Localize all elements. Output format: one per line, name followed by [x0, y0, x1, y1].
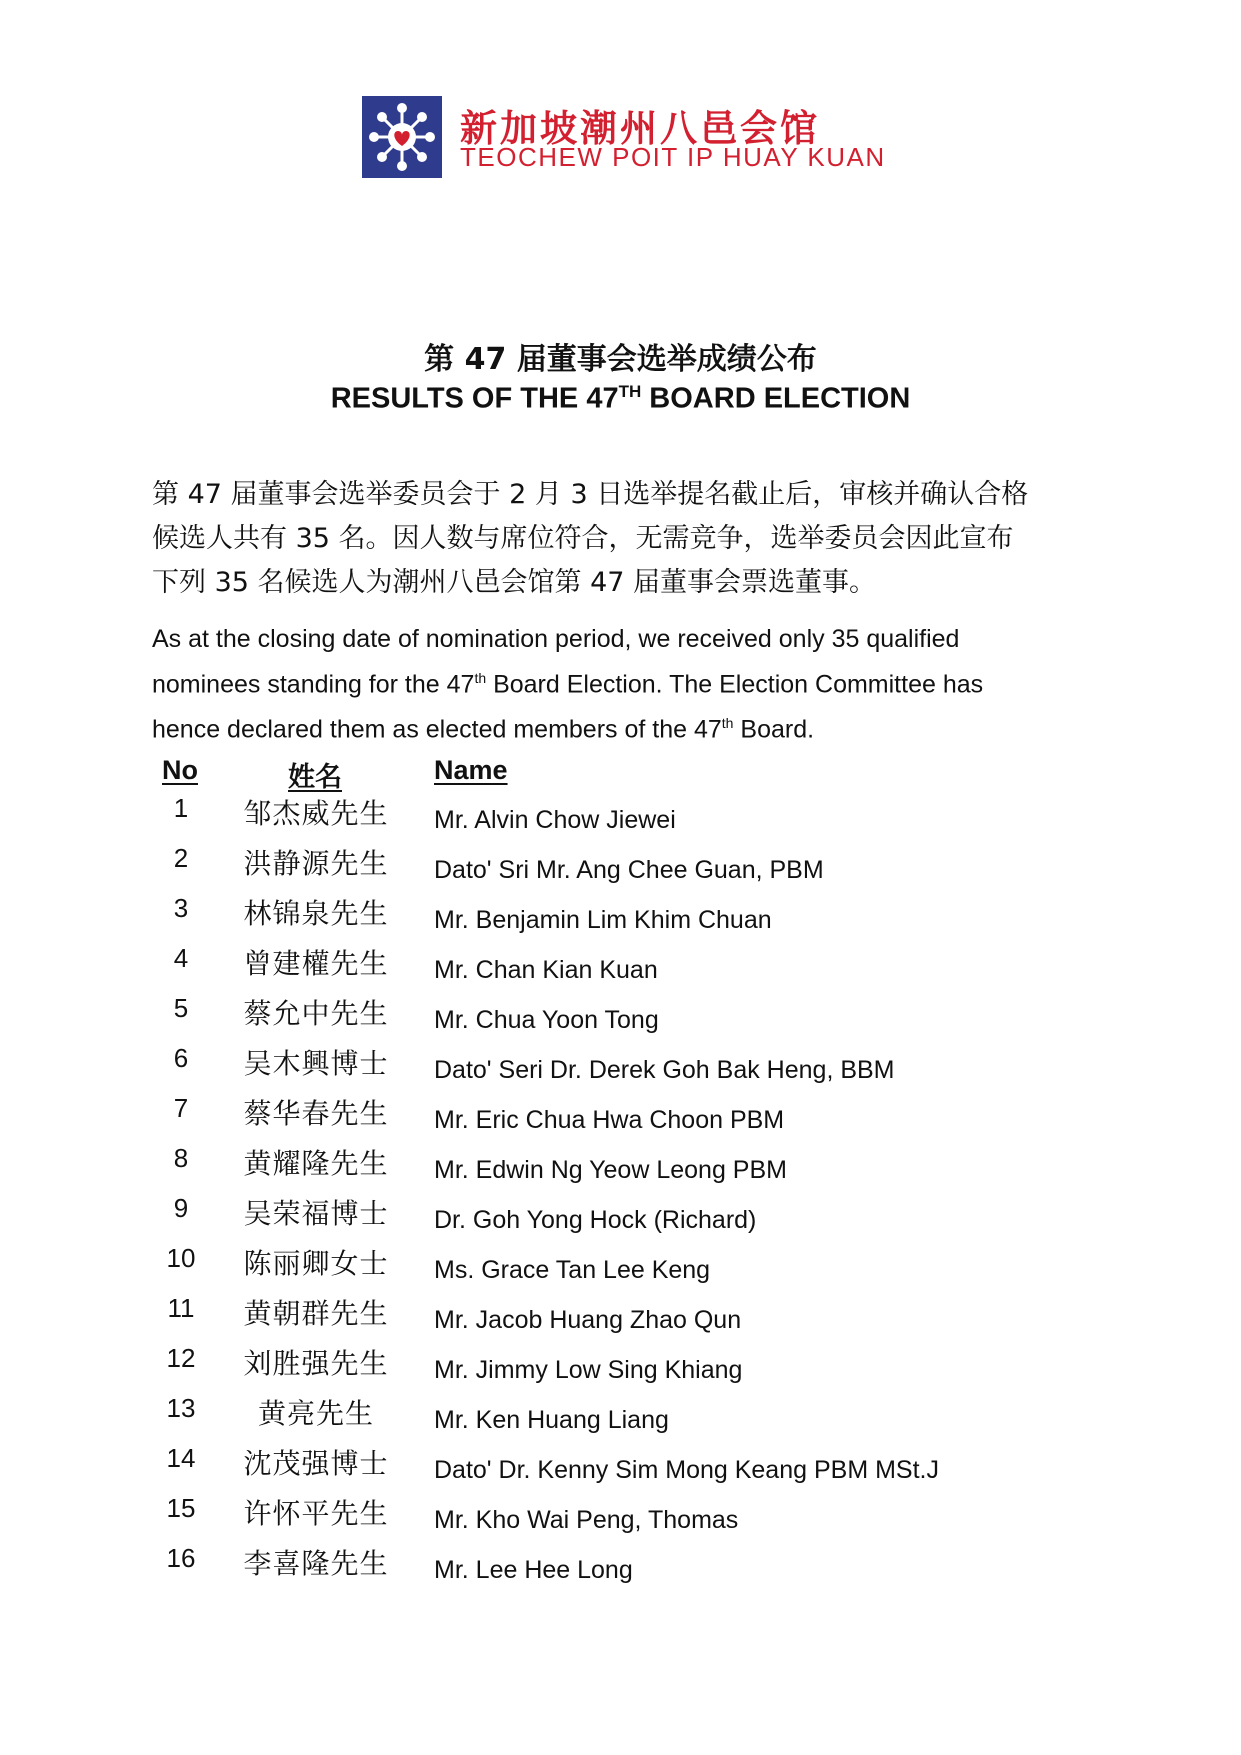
row-number: 8: [173, 1143, 189, 1173]
row-number: 13: [166, 1393, 196, 1423]
row-number: 5: [173, 993, 189, 1023]
table-row: [0, 790, 1241, 840]
row-chinese-name: 洪静源先生: [243, 847, 389, 880]
row-number: 16: [166, 1543, 196, 1573]
logo-emblem-icon: [362, 96, 442, 178]
row-english-name: Dato' Dr. Kenny Sim Mong Keang PBM MSt.J: [434, 1456, 939, 1484]
header-chinese-name: 姓名: [288, 762, 342, 793]
intro-en-line: [152, 659, 1082, 704]
intro-en-sup: th: [474, 670, 487, 686]
table-row: [0, 990, 1241, 1040]
intro-en-text: hence declared them as elected members of the 47: [152, 715, 722, 744]
intro-cn-line: 下列 35 名候选人为潮州八邑会馆第 47 届董事会票选董事。: [152, 567, 877, 598]
row-english-name: Dato' Seri Dr. Derek Goh Bak Heng, BBM: [434, 1056, 895, 1084]
row-number: 14: [166, 1443, 196, 1473]
row-number: 7: [173, 1093, 189, 1123]
row-number: 11: [167, 1293, 195, 1323]
page-title-cn: 第 47 届董事会选举成绩公布: [424, 342, 817, 377]
row-number: 12: [166, 1343, 196, 1373]
row-english-name: Dr. Goh Yong Hock (Richard): [434, 1206, 757, 1234]
intro-en-line: [152, 704, 1082, 749]
row-number: 6: [173, 1043, 189, 1073]
table-row: [0, 1290, 1241, 1340]
row-chinese-name: 曾建權先生: [243, 947, 389, 980]
table-row: [0, 1440, 1241, 1490]
row-english-name: Mr. Kho Wai Peng, Thomas: [434, 1506, 739, 1534]
row-chinese-name: 邹杰威先生: [243, 797, 389, 830]
table-row: [0, 1190, 1241, 1240]
org-name-en: TEOCHEW POIT IP HUAY KUAN: [460, 142, 886, 172]
row-english-name: Mr. Alvin Chow Jiewei: [434, 806, 676, 834]
table-row: [0, 1540, 1241, 1590]
row-english-name: Mr. Eric Chua Hwa Choon PBM: [434, 1106, 785, 1134]
row-number: 9: [173, 1193, 189, 1223]
row-english-name: Ms. Grace Tan Lee Keng: [434, 1256, 711, 1284]
row-chinese-name: 林锦泉先生: [243, 897, 389, 930]
row-english-name: Mr. Jacob Huang Zhao Qun: [434, 1306, 742, 1334]
row-number: 10: [166, 1243, 196, 1273]
row-chinese-name: 蔡允中先生: [243, 997, 389, 1030]
row-chinese-name: 沈茂强博士: [243, 1447, 389, 1480]
members-list: [0, 790, 1241, 1590]
row-english-name: Dato' Sri Mr. Ang Chee Guan, PBM: [434, 856, 824, 884]
row-chinese-name: 吴荣福博士: [243, 1197, 389, 1230]
title-en-main: RESULTS OF THE 47: [330, 382, 619, 415]
header-no: No: [162, 755, 198, 785]
intro-en-line: As at the closing date of nomination period, we received only 35 qualified: [152, 625, 960, 653]
row-english-name: Mr. Edwin Ng Yeow Leong PBM: [434, 1156, 787, 1184]
title-en-sup: TH: [618, 382, 642, 401]
title-en-rest: BOARD ELECTION: [641, 382, 911, 415]
table-row: [0, 890, 1241, 940]
row-english-name: Mr. Ken Huang Liang: [434, 1406, 669, 1434]
row-chinese-name: 黄亮先生: [257, 1397, 374, 1430]
table-row: [0, 1340, 1241, 1390]
intro-cn-line: 第 47 届董事会选举委员会于 2 月 3 日选举提名截止后，审核并确认合格: [152, 479, 1029, 510]
table-row: [0, 1090, 1241, 1140]
row-english-name: Mr. Jimmy Low Sing Khiang: [434, 1356, 743, 1384]
row-chinese-name: 刘胜强先生: [243, 1347, 389, 1380]
intro-en-text: nominees standing for the 47: [152, 670, 475, 699]
table-row: [0, 1390, 1241, 1440]
row-chinese-name: 黄朝群先生: [243, 1297, 389, 1330]
row-chinese-name: 许怀平先生: [243, 1497, 389, 1530]
row-number: 15: [166, 1493, 196, 1523]
row-english-name: Mr. Lee Hee Long: [434, 1556, 633, 1584]
row-english-name: Mr. Chua Yoon Tong: [434, 1006, 659, 1034]
row-chinese-name: 蔡华春先生: [243, 1097, 389, 1130]
row-english-name: Mr. Chan Kian Kuan: [434, 956, 658, 984]
header-name: Name: [434, 755, 508, 785]
table-row: [0, 940, 1241, 990]
row-number: 2: [173, 843, 189, 873]
table-row: [0, 840, 1241, 890]
table-row: [0, 1140, 1241, 1190]
row-english-name: Mr. Benjamin Lim Khim Chuan: [434, 906, 772, 934]
intro-en-sup: th: [721, 715, 734, 732]
intro-cn-line: 候选人共有 35 名。因人数与席位符合，无需竞争，选举委员会因此宣布: [152, 523, 1014, 554]
row-number: 1: [173, 793, 189, 823]
intro-paragraph-en: [152, 620, 1082, 750]
intro-paragraph-cn: [152, 473, 1082, 605]
org-logo: [362, 96, 892, 178]
row-chinese-name: 陈丽卿女士: [243, 1247, 389, 1280]
table-row: [0, 1240, 1241, 1290]
page-title-en: [0, 382, 1241, 416]
row-chinese-name: 黄耀隆先生: [243, 1147, 389, 1180]
intro-en-text: Board.: [733, 715, 815, 744]
table-row: [0, 1490, 1241, 1540]
table-row: [0, 1040, 1241, 1090]
row-chinese-name: 吴木興博士: [243, 1047, 389, 1080]
row-chinese-name: 李喜隆先生: [243, 1547, 389, 1580]
row-number: 4: [173, 943, 189, 973]
intro-en-text: Board Election. The Election Committee has: [486, 670, 984, 699]
row-number: 3: [173, 893, 189, 923]
org-name-cn: 新加坡潮州八邑会馆: [460, 107, 820, 150]
